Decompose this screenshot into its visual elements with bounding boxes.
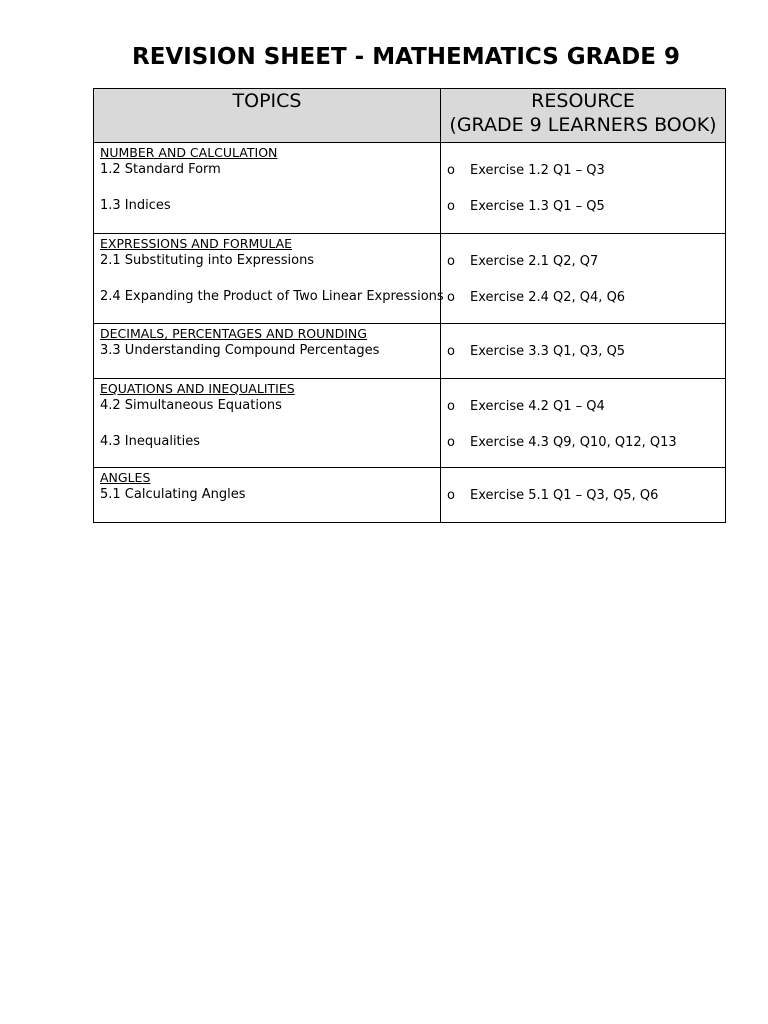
topic-item: 2.4 Expanding the Product of Two Linear Expressions [100, 289, 444, 304]
table-header-row [94, 89, 726, 143]
section-title: EQUATIONS AND INEQUALITIES [100, 381, 295, 396]
topic-cell [94, 379, 441, 468]
bullet-icon: o [447, 163, 455, 178]
table-row [94, 234, 726, 324]
topic-item: 1.2 Standard Form [100, 162, 221, 177]
resource-cell [441, 234, 726, 324]
resource-item [447, 398, 725, 416]
topic-cell [94, 468, 441, 523]
resource-item [447, 198, 725, 216]
section-title: EXPRESSIONS AND FORMULAE [100, 236, 293, 251]
bullet-icon: o [447, 199, 455, 214]
topic-item: 4.2 Simultaneous Equations [100, 398, 282, 413]
resource-cell [441, 468, 726, 523]
page-title: REVISION SHEET - MATHEMATICS GRADE 9 [132, 44, 680, 70]
resource-text: Exercise 4.3 Q9, Q10, Q12, Q13 [470, 435, 677, 450]
resource-cell [441, 324, 726, 379]
table-row [94, 468, 726, 523]
resource-text: Exercise 2.4 Q2, Q4, Q6 [470, 290, 626, 305]
section-title: NUMBER AND CALCULATION [100, 145, 278, 160]
resource-cell [441, 379, 726, 468]
resource-text: Exercise 4.2 Q1 – Q4 [470, 399, 605, 414]
table-row [94, 324, 726, 379]
bullet-icon: o [447, 344, 455, 359]
resource-item [447, 253, 725, 271]
section-title: DECIMALS, PERCENTAGES AND ROUNDING [100, 326, 367, 341]
topics-header-label: TOPICS [232, 90, 302, 112]
bullet-icon: o [447, 435, 455, 450]
resource-header-line2: (GRADE 9 LEARNERS BOOK) [449, 114, 717, 136]
table-row [94, 143, 726, 234]
bullet-icon: o [447, 254, 455, 269]
bullet-icon: o [447, 488, 455, 503]
resource-item [447, 487, 725, 505]
resource-text: Exercise 3.3 Q1, Q3, Q5 [470, 344, 626, 359]
resource-text: Exercise 2.1 Q2, Q7 [470, 254, 599, 269]
resource-item [447, 434, 725, 452]
topic-cell [94, 324, 441, 379]
topics-header [94, 89, 441, 143]
topic-item: 3.3 Understanding Compound Percentages [100, 343, 380, 358]
topic-item: 1.3 Indices [100, 198, 171, 213]
resource-text: Exercise 1.3 Q1 – Q5 [470, 199, 605, 214]
bullet-icon: o [447, 399, 455, 414]
resource-header [441, 89, 726, 143]
table-row [94, 379, 726, 468]
topic-cell [94, 143, 441, 234]
section-title: ANGLES [100, 470, 151, 485]
bullet-icon: o [447, 290, 455, 305]
resource-cell [441, 143, 726, 234]
resource-text: Exercise 5.1 Q1 – Q3, Q5, Q6 [470, 488, 659, 503]
resource-header-line1: RESOURCE [531, 90, 635, 112]
resource-text: Exercise 1.2 Q1 – Q3 [470, 163, 605, 178]
revision-table [93, 88, 726, 523]
resource-item [447, 289, 725, 307]
resource-item [447, 162, 725, 180]
topic-item: 4.3 Inequalities [100, 434, 201, 449]
topic-item: 5.1 Calculating Angles [100, 487, 246, 502]
topic-item: 2.1 Substituting into Expressions [100, 253, 315, 268]
resource-item [447, 343, 725, 361]
topic-cell [94, 234, 444, 324]
